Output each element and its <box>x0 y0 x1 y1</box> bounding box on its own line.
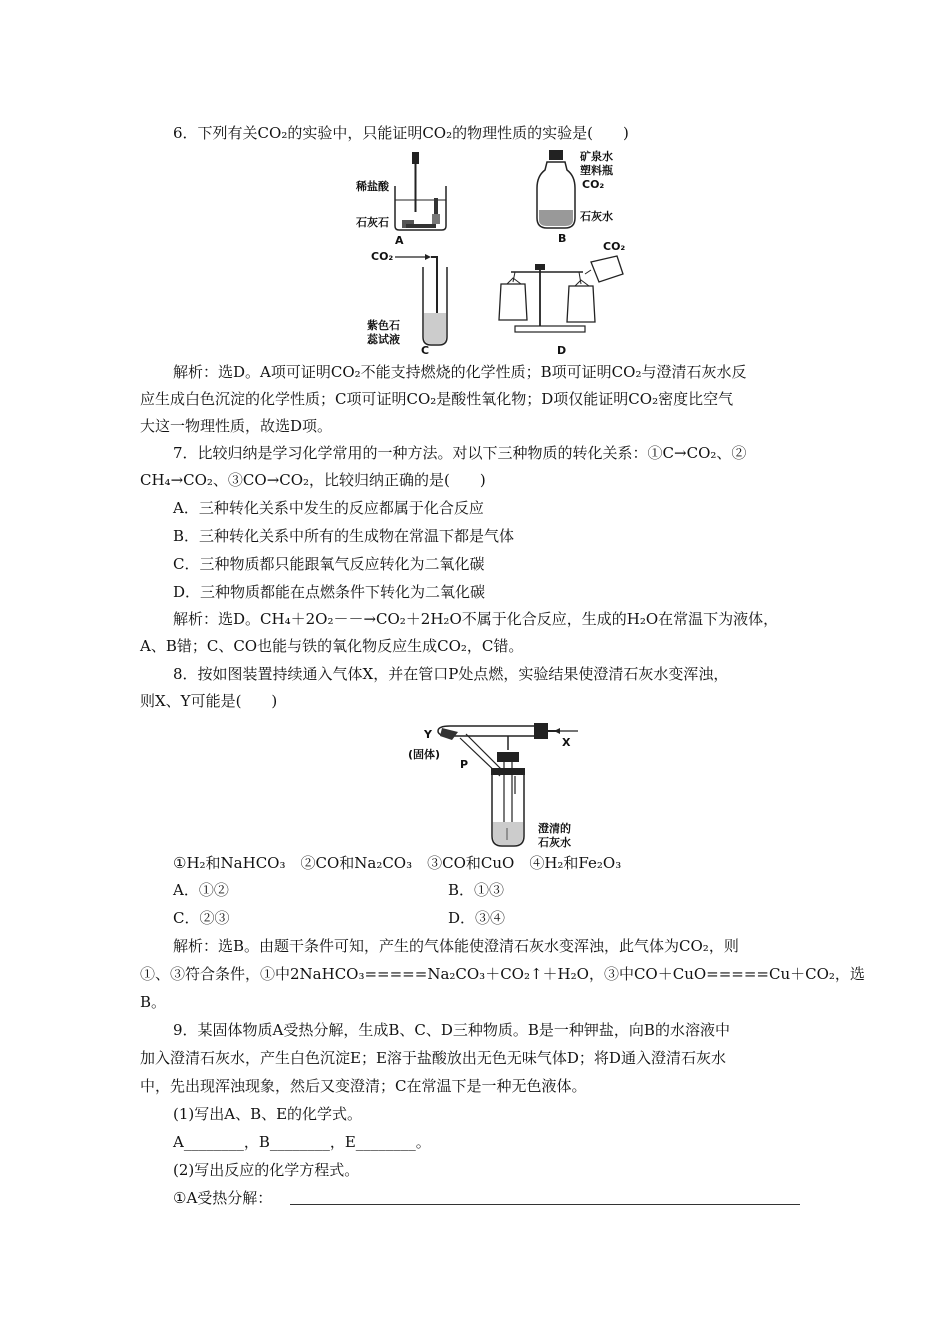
q6-figure-d <box>495 240 630 358</box>
q8-analysis-line-1: 解析：选B。由题干条件可知，产生的气体能使澄清石灰水变浑浊，此气体为CO₂，则 <box>173 937 739 955</box>
q8-option-a: A．①② <box>173 881 229 899</box>
balance-diagram <box>495 240 630 358</box>
q8-apparatus-figure <box>400 718 585 852</box>
q8-water-label-1: 澄清的 <box>538 822 571 835</box>
bottle-label-4: 石灰水 <box>580 210 613 223</box>
q6-analysis-line-3: 大这一物理性质，故选D项。 <box>140 417 333 435</box>
q8-water-label-2: 石灰水 <box>538 836 571 849</box>
q6-figure-c <box>365 245 455 357</box>
answer-blank-line <box>290 1204 800 1205</box>
q8-option-d: D．③④ <box>448 909 506 927</box>
q8-choices: ①H₂和NaHCO₃ ②CO和Na₂CO₃ ③CO和CuO ④H₂和Fe₂O₃ <box>173 854 622 872</box>
figure-c-letter: C <box>421 344 430 357</box>
q8-y-label: Y <box>424 728 432 741</box>
q8-solid-label: (固体) <box>408 748 441 761</box>
q8-stem-line-1: 8．按如图装置持续通入气体X，并在管口P处点燃，实验结果使澄清石灰水变浑浊， <box>173 665 729 683</box>
q8-option-c: C．②③ <box>173 909 230 927</box>
q7-option-b: B．三种转化关系中所有的生成物在常温下都是气体 <box>173 527 515 545</box>
figure-a-letter: A <box>395 234 404 247</box>
tube-liquid-label-2: 蕊试液 <box>367 333 400 346</box>
bottle-label-3: CO₂ <box>582 178 605 191</box>
stone-label: 石灰石 <box>356 216 389 229</box>
q7-analysis-line-1: 解析：选D。CH₄＋2O₂－－→CO₂＋2H₂O不属于化合反应，生成的H₂O在常温下为液体， <box>173 610 779 628</box>
q6-analysis-line-1: 解析：选D。A项可证明CO₂不能支持燃烧的化学性质；B项可证明CO₂与澄清石灰水反 <box>173 363 747 381</box>
q8-analysis-line-2: ①、③符合条件，①中2NaHCO₃=====Na₂CO₃＋CO₂↑＋H₂O，③中CO＋CuO=====Cu＋CO₂，选 <box>140 965 865 983</box>
q8-option-b: B．①③ <box>448 881 505 899</box>
q7-option-c: C．三种物质都只能跟氧气反应转化为二氧化碳 <box>173 555 485 573</box>
acid-label: 稀盐酸 <box>356 180 389 193</box>
q7-stem-line-2: CH₄→CO₂、③CO→CO₂，比较归纳正确的是( ) <box>140 471 486 489</box>
q6-figure-b <box>525 148 635 248</box>
figure-d-letter: D <box>557 344 567 357</box>
tube-gas-label: CO₂ <box>371 250 394 263</box>
q6-analysis-line-2: 应生成白色沉淀的化学性质；C项可证明CO₂是酸性氧化物；D项仅能证明CO₂密度比空气 <box>140 390 734 408</box>
q7-stem-line-1: 7．比较归纳是学习化学常用的一种方法。对以下三种物质的转化关系：①C→CO₂、② <box>173 444 747 462</box>
q9-stem-line-1: 9．某固体物质A受热分解，生成B、C、D三种物质。B是一种钾盐，向B的水溶液中 <box>173 1021 730 1039</box>
tube-liquid-label-1: 紫色石 <box>367 319 400 332</box>
q9-stem-line-2: 加入澄清石灰水，产生白色沉淀E；E溶于盐酸放出无色无味气体D；将D通入澄清石灰水 <box>140 1049 726 1067</box>
bottle-label-1: 矿泉水 <box>580 150 613 163</box>
q9-sub1: (1)写出A、B、E的化学式。 <box>173 1105 363 1123</box>
q8-p-label: P <box>460 758 469 771</box>
q9-sub2: (2)写出反应的化学方程式。 <box>173 1161 360 1179</box>
balance-gas-label: CO₂ <box>603 240 626 253</box>
q7-analysis-line-2: A、B错；C、CO也能与铁的氧化物反应生成CO₂，C错。 <box>140 637 524 655</box>
q6-figure-a <box>350 150 460 250</box>
q8-analysis-line-3: B。 <box>140 993 167 1011</box>
q8-stem-line-2: 则X、Y可能是( ) <box>140 692 278 710</box>
q9-sub2-item1: ①A受热分解： <box>173 1189 273 1207</box>
q8-x-label: X <box>562 736 571 749</box>
beaker-dropper-diagram <box>350 150 460 250</box>
q7-option-a: A．三种转化关系中发生的反应都属于化合反应 <box>173 499 484 517</box>
bottle-label-2: 塑料瓶 <box>580 164 613 177</box>
q9-sub1-blanks: A________，B________，E________。 <box>173 1133 431 1151</box>
q7-option-d: D．三种物质都能在点燃条件下转化为二氧化碳 <box>173 583 486 601</box>
q9-stem-line-3: 中，先出现浑浊现象，然后又变澄清；C在常温下是一种无色液体。 <box>140 1077 587 1095</box>
figure-b-letter: B <box>558 232 567 245</box>
q6-stem: 6．下列有关CO₂的实验中，只能证明CO₂的物理性质的实验是( ) <box>173 124 629 142</box>
